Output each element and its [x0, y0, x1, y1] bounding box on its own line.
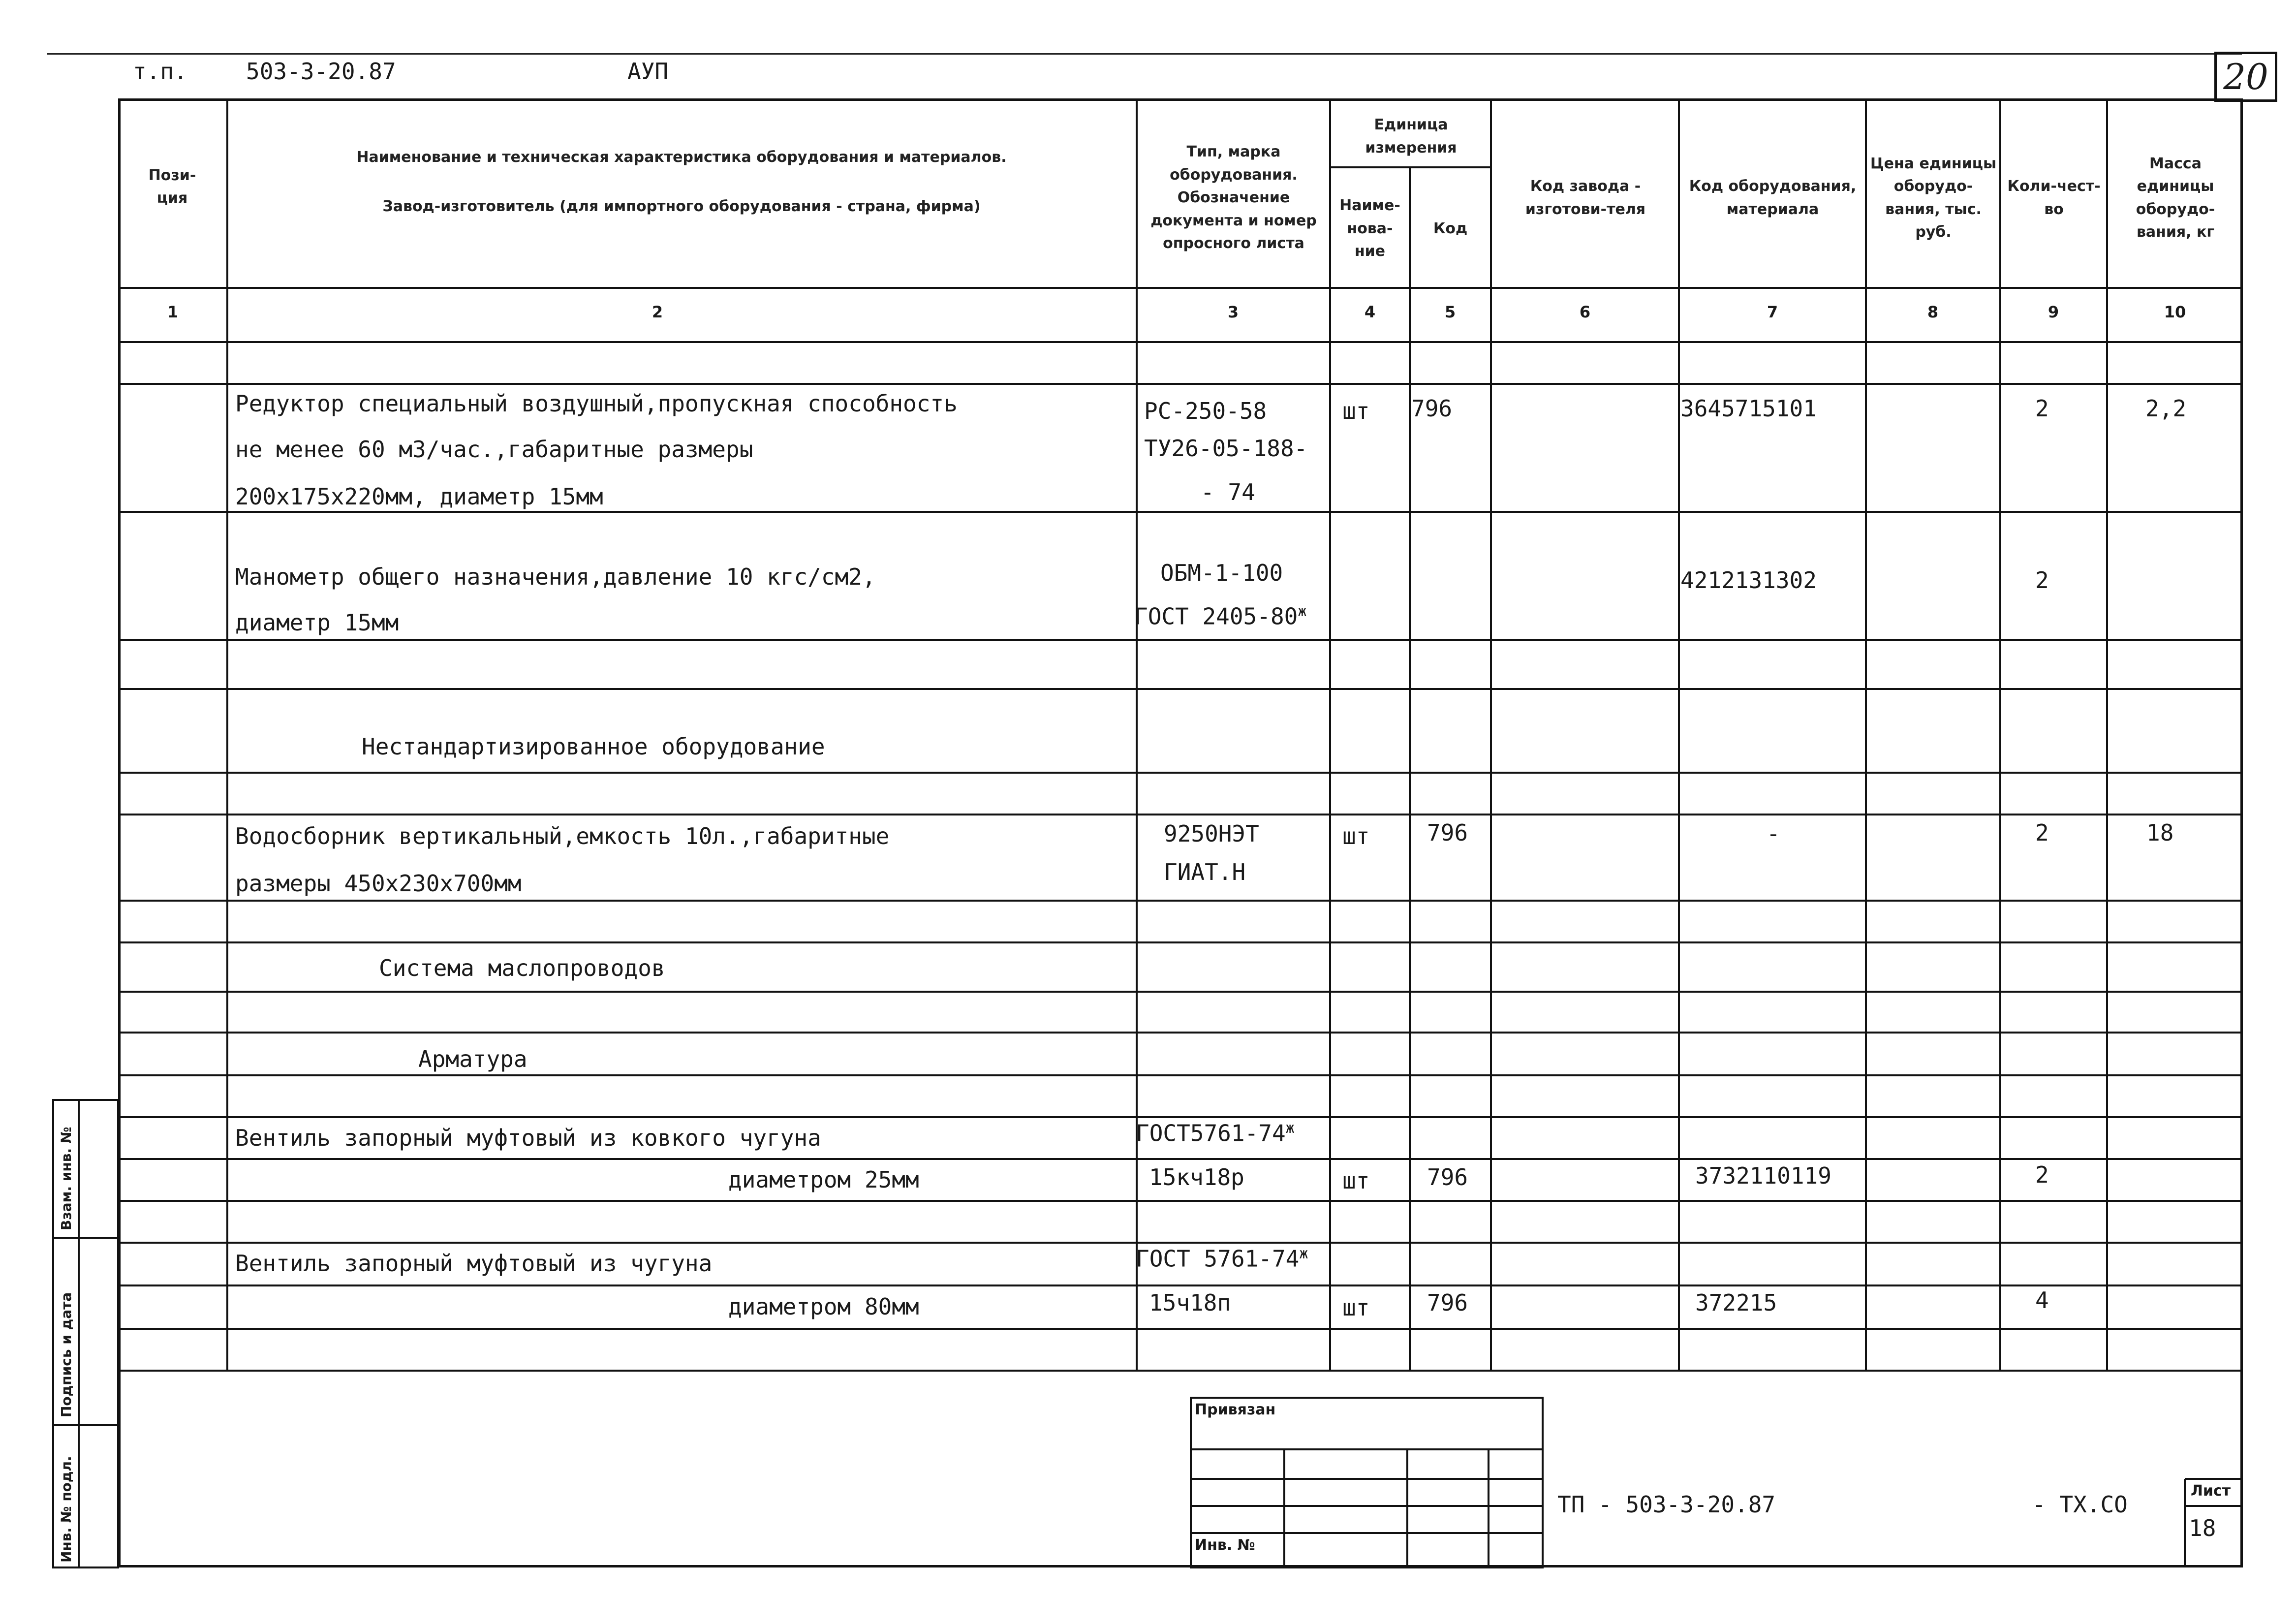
col-number-8: 8	[1927, 303, 1939, 321]
col-unit-name-header: Наиме-нова-ние	[1339, 197, 1400, 260]
row1-equip-code: 3645715101	[1680, 395, 1817, 422]
row1-unit: шт	[1342, 398, 1370, 424]
side-label-replace-inv: Взам. инв. №	[58, 1127, 74, 1230]
row3-type: - 74	[1201, 479, 1255, 505]
col-type-header: Тип, марка оборудования. Обозначение документа и номер опросного листа	[1150, 143, 1317, 252]
stamp-sheet-number: 18	[2189, 1515, 2216, 1541]
row6-equip-code: -	[1767, 820, 1780, 847]
side-label-signature-date: Подпись и дата	[58, 1292, 74, 1417]
row11-unit: шт	[1342, 1294, 1370, 1321]
row8-name: Вентиль запорный муфтовый из ковкого чугуна	[235, 1125, 821, 1151]
row9-qty: 2	[2035, 1161, 2049, 1188]
row1-name: Редуктор специальный воздушный,пропускная способность	[235, 390, 958, 417]
row1-qty: 2	[2035, 395, 2049, 422]
row4-name: Манометр общего назначения,давление 10 кгс/см2,	[235, 564, 876, 590]
col-number-6: 6	[1579, 303, 1591, 321]
row9-equip-code: 3732110119	[1695, 1162, 1831, 1189]
row10-type: ГОСТ $5761-74^ж$	[1136, 1245, 1308, 1272]
col-name-header-line2: Завод-изготовитель (для импортного оборудования - страна, фирма)	[382, 197, 981, 215]
row4-type: ОБМ-1-100	[1160, 560, 1283, 586]
row11-unit-code: 796	[1427, 1289, 1468, 1316]
side-label-original-inv: Инв. № подл.	[58, 1456, 74, 1563]
col-mass-header: Масса единицы оборудо-вания, кг	[2136, 155, 2215, 241]
row4-qty: 2	[2035, 567, 2049, 594]
row5-name: диаметр 15мм	[235, 609, 399, 636]
row1-unit-code: 796	[1411, 395, 1453, 422]
section-nonstandard-title: Нестандартизированное оборудование	[362, 733, 825, 760]
row11-type: 15ч18п	[1149, 1289, 1231, 1316]
row1-mass: 2,2	[2145, 395, 2187, 422]
row4-equip-code: 4212131302	[1680, 567, 1817, 594]
stamp-doc-suffix: - ТХ.СО	[2032, 1491, 2128, 1518]
header-doc-number: 503-3-20.87	[246, 58, 396, 85]
col-number-4: 4	[1364, 303, 1376, 321]
col-position-header: Пози- ция	[148, 166, 196, 207]
col-number-7: 7	[1767, 303, 1778, 321]
row6-name: Водосборник вертикальный,емкость 10л.,габаритные	[235, 823, 890, 849]
page-number: 20	[2214, 52, 2277, 102]
row10-name: Вентиль запорный муфтовый из чугуна	[235, 1250, 713, 1277]
row6-mass: 18	[2146, 819, 2174, 846]
col-qty-header: Коли-чест-во	[2007, 178, 2101, 218]
stamp-doc-code: ТП - 503-3-20.87	[1557, 1491, 1776, 1518]
col-unit-code-header: Код	[1433, 219, 1468, 237]
section-fittings-title: Арматура	[418, 1046, 527, 1072]
col-number-9: 9	[2048, 303, 2059, 321]
row6-unit: шт	[1342, 823, 1370, 849]
row9-name: диаметром 25мм	[728, 1166, 919, 1193]
section-oil-system-title: Система маслопроводов	[379, 955, 665, 981]
row11-name: диаметром 80мм	[728, 1293, 919, 1320]
col-name-header-line1: Наименование и техническая характеристика оборудования и материалов.	[356, 148, 1007, 166]
stamp-bound-label: Привязан	[1195, 1401, 1276, 1418]
row6-type: 9250НЭТ	[1164, 820, 1259, 847]
col-number-2: 2	[652, 303, 663, 321]
col-number-10: 10	[2164, 303, 2186, 321]
col-price-header: Цена единицы оборудо-вания, тыс. руб.	[1870, 155, 1997, 241]
col-equip-code-header: Код оборудования, материала	[1689, 178, 1857, 218]
row11-equip-code: 372215	[1695, 1289, 1777, 1316]
col-number-5: 5	[1444, 303, 1456, 321]
col-number-3: 3	[1227, 303, 1239, 321]
header-prefix: т.п.	[133, 58, 187, 85]
row3-name: 200x175x220мм, диаметр 15мм	[235, 483, 603, 510]
row7-type: ГИАТ.Н	[1164, 859, 1246, 885]
row5-type: ГОСТ $2405-80^ж$	[1134, 603, 1307, 630]
row9-unit-code: 796	[1427, 1164, 1468, 1191]
row7-name: размеры 450x230x700мм	[235, 870, 522, 897]
row9-type: 15кч18р	[1149, 1164, 1244, 1191]
stamp-sheet-label: Лист	[2191, 1482, 2231, 1500]
row2-type: ТУ26-05-188-	[1144, 435, 1308, 462]
col-unit-header: Единица измерения	[1365, 116, 1457, 157]
row6-unit-code: 796	[1427, 819, 1468, 846]
row6-qty: 2	[2035, 819, 2049, 846]
header-section: АУП	[627, 58, 669, 85]
col-maker-code-header: Код завода - изготови-теля	[1525, 178, 1646, 218]
row8-type: $ГОСТ5761-74^ж$	[1136, 1120, 1295, 1147]
row2-name: не менее 60 м3/час.,габаритные размеры	[235, 436, 753, 463]
row1-type: РС-250-58	[1144, 398, 1267, 424]
row11-qty: 4	[2035, 1287, 2049, 1314]
row9-unit: шт	[1342, 1167, 1370, 1194]
col-number-1: 1	[167, 303, 179, 321]
stamp-inv-label: Инв. №	[1195, 1536, 1255, 1554]
